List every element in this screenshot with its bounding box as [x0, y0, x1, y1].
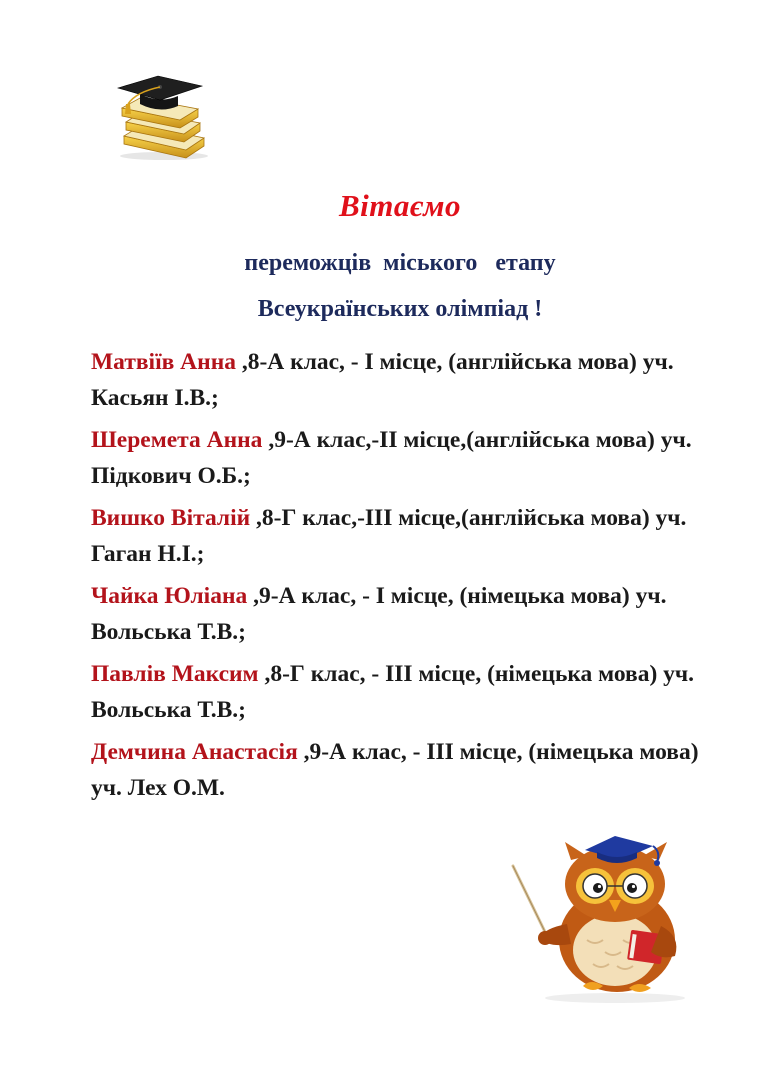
winner-name: Чайка Юліана	[91, 583, 248, 609]
winner-name: Вишко Віталій	[91, 505, 251, 531]
list-item	[91, 344, 731, 416]
winner-details: ,9-А клас,-ІІ місце,(англійська мова) уч. Підкович О.Б.;	[91, 427, 692, 489]
graduation-cap-books-icon	[106, 70, 216, 160]
winner-name: Демчина Анастасія	[91, 739, 298, 765]
winner-details: ,8-А клас, - І місце, (англійська мова) уч. Касьян І.В.;	[91, 349, 674, 411]
winner-details: ,9-А клас, - ІІІ місце, (німецька мова) уч. Лех О.М.	[91, 739, 699, 801]
list-item	[91, 656, 731, 728]
list-item	[91, 578, 731, 650]
page-title: Вітаємо	[338, 188, 461, 223]
list-item	[91, 734, 731, 806]
winners-list	[91, 344, 731, 812]
subtitle-line-2: Всеукраїнських олімпіад !	[257, 296, 543, 322]
winner-details: ,9-А клас, - І місце, (німецька мова) уч. Вольська Т.В.;	[91, 583, 667, 645]
winner-details: ,8-Г клас, - ІІІ місце, (німецька мова) уч. Вольська Т.В.;	[91, 661, 695, 723]
winner-name: Павлів Максим	[91, 661, 259, 687]
subtitle-line-1: переможців міського етапу	[244, 250, 556, 276]
winner-details: ,8-Г клас,-ІІІ місце,(англійська мова) уч. Гаган Н.І.;	[91, 505, 687, 567]
owl-teacher-icon	[505, 828, 725, 1006]
winner-name: Матвіїв Анна	[91, 349, 236, 375]
winner-name: Шеремета Анна	[91, 427, 263, 453]
list-item	[91, 422, 731, 494]
list-item	[91, 500, 731, 572]
